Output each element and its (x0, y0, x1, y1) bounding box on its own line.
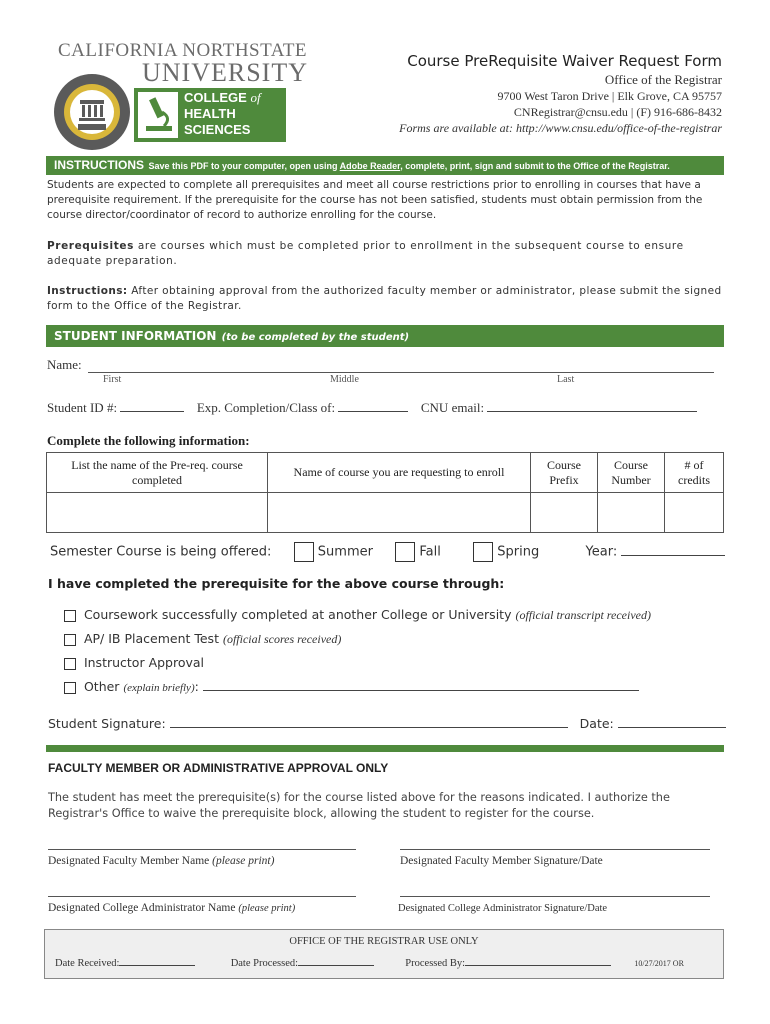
student-info-title: STUDENT INFORMATION (54, 329, 217, 343)
coursework-note: (official transcript received) (515, 608, 651, 622)
faculty-text: The student has meet the prerequisite(s) for the course listed above for the reasons indicated. I authorize the Registrar's Office to waive the prerequisite block, allowing the student to register for the course. (48, 791, 670, 820)
admin-signature-line[interactable] (400, 896, 710, 897)
col-course-number: Course Number (598, 453, 665, 493)
form-title: Course PreRequisite Waiver Request Form (407, 52, 722, 70)
date-processed-field[interactable] (298, 965, 374, 966)
processed-by-field[interactable] (465, 965, 611, 966)
col-requested-course: Name of course you are requesting to enroll (268, 453, 531, 493)
other-explain-field[interactable] (203, 690, 639, 691)
course-prefix-cell[interactable] (531, 493, 598, 533)
office-use-row (55, 958, 684, 969)
office-name: Office of the Registrar (604, 72, 722, 87)
exp-completion-label: Exp. Completion/Class of: (196, 400, 336, 415)
summer-checkbox[interactable] (294, 542, 314, 562)
faculty-name-line[interactable] (48, 849, 356, 850)
college-line1: COLLEGE (184, 90, 247, 105)
logo-title-line1: CALIFORNIA NORTHSTATE (58, 40, 308, 61)
name-label: Name: (47, 357, 82, 372)
prerequisites-text: are courses which must be completed prior to enrollment in the subsequent course to ensure adequate preparation. (47, 240, 684, 267)
ap-ib-note: (official scores received) (222, 632, 342, 646)
logo-title-line2: UNIVERSITY (142, 58, 308, 87)
college-line2: HEALTH (184, 106, 236, 121)
admin-signature-label: Designated College Administrator Signature/Date (398, 903, 608, 914)
credits-cell[interactable] (665, 493, 724, 533)
option-other: Other (explain briefly): (64, 679, 639, 694)
student-signature-label: Student Signature: (48, 716, 166, 731)
student-date-label: Date: (579, 716, 614, 731)
option-coursework (64, 607, 651, 623)
instructions-bar (46, 156, 724, 175)
fall-checkbox[interactable] (395, 542, 415, 562)
other-label: Other (83, 679, 120, 694)
complete-heading: Complete the following information: (47, 433, 250, 448)
ap-ib-label: AP/ IB Placement Test (83, 631, 219, 646)
first-label: First (103, 374, 122, 385)
office-use-box (44, 929, 724, 979)
other-checkbox[interactable] (64, 682, 76, 694)
spring-checkbox[interactable] (473, 542, 493, 562)
university-logo (50, 40, 308, 145)
instructions-label: Instructions: (47, 285, 128, 297)
option-instructor (64, 655, 204, 670)
instructions-title: INSTRUCTIONS (54, 158, 144, 172)
prerequisites-label: Prerequisites (47, 240, 134, 252)
admin-name-label: Designated College Administrator Name (please print) (48, 902, 296, 914)
fall-label: Fall (419, 544, 441, 560)
college-of: of (250, 90, 261, 105)
semester-row (50, 542, 725, 562)
admin-name-line[interactable] (48, 896, 356, 897)
name-input-line[interactable] (88, 372, 714, 373)
student-id-row (47, 400, 697, 416)
microscope-icon (138, 92, 178, 138)
processed-by-label: Processed By: (405, 958, 466, 969)
exp-completion-field[interactable] (338, 411, 408, 412)
instructions-text-after: , complete, print, sign and submit to the Office of the Registrar. (400, 161, 670, 171)
instructor-label: Instructor Approval (83, 655, 205, 670)
col-credits: # of credits (665, 453, 724, 493)
student-id-label: Student ID #: (47, 400, 118, 415)
section-divider (46, 745, 724, 752)
option-ap-ib (64, 631, 341, 647)
faculty-signature-label: Designated Faculty Member Signature/Date (400, 855, 603, 867)
middle-label: Middle (330, 374, 359, 385)
student-signature-row (48, 716, 726, 731)
spring-label: Spring (497, 544, 540, 560)
instructor-checkbox[interactable] (64, 658, 76, 670)
intro-paragraph: Students are expected to complete all prerequisites and meet all course restrictions prior to enrolling in courses that have a prerequisite requirement. If the prerequisite for the course has not been satisfied, students must obtain permission from the course director/coordinator of record to authorize enrolling for the course. (47, 179, 703, 221)
faculty-name-label: Designated Faculty Member Name (please print) (48, 855, 275, 867)
instructions-body: After obtaining approval from the authorized faculty member or administrator, please submit the signed form to the Office of the Registrar. (47, 285, 722, 312)
student-info-sub: (to be completed by the student) (221, 332, 410, 343)
student-signature-field[interactable] (170, 727, 568, 728)
date-received-field[interactable] (119, 965, 195, 966)
instructions-paragraph (47, 284, 727, 314)
office-use-title: OFFICE OF THE REGISTRAR USE ONLY (289, 936, 479, 947)
table-header-row (47, 453, 724, 493)
col-course-prefix: Course Prefix (531, 453, 598, 493)
version-label: 10/27/2017 OR (634, 959, 684, 968)
forms-url[interactable]: Forms are available at: http://www.cnsu.edu/office-of-the-registrar (399, 121, 722, 135)
year-field[interactable] (621, 555, 725, 556)
college-line3: SCIENCES (184, 122, 251, 137)
course-table (46, 452, 724, 533)
adobe-reader-link[interactable]: Adobe Reader (339, 161, 401, 171)
last-label: Last (557, 374, 575, 385)
summer-label: Summer (317, 544, 373, 560)
cnu-email-label: CNU email: (420, 400, 485, 415)
date-processed-label: Date Processed: (230, 958, 299, 969)
office-contact: CNRegistrar@cnsu.edu | (F) 916-686-8432 (513, 105, 722, 119)
other-note: (explain briefly) (123, 682, 195, 694)
student-info-bar (46, 325, 724, 347)
course-number-cell[interactable] (598, 493, 665, 533)
year-label: Year: (585, 544, 618, 560)
date-received-label: Date Received: (55, 958, 120, 969)
student-id-field[interactable] (120, 411, 184, 412)
faculty-signature-line[interactable] (400, 849, 710, 850)
student-date-field[interactable] (618, 727, 726, 728)
semester-label: Semester Course is being offered: (50, 544, 272, 560)
prerequisites-paragraph (47, 239, 727, 269)
office-address: 9700 West Taron Drive | Elk Grove, CA 95757 (497, 89, 722, 103)
table-row (47, 493, 724, 533)
col-prereq-course: List the name of the Pre-req. course completed (47, 453, 268, 493)
ap-ib-checkbox[interactable] (64, 634, 76, 646)
college-badge (134, 88, 286, 142)
coursework-checkbox[interactable] (64, 610, 76, 622)
cnu-email-field[interactable] (487, 411, 697, 412)
coursework-label: Coursework successfully completed at another College or University (83, 607, 512, 622)
instructions-text-before: Save this PDF to your computer, open using (148, 161, 340, 171)
through-heading: I have completed the prerequisite for the above course through: (48, 576, 505, 591)
faculty-heading: FACULTY MEMBER OR ADMINISTRATIVE APPROVAL ONLY (48, 761, 389, 775)
requested-course-cell[interactable] (268, 493, 531, 533)
university-seal-icon (52, 72, 132, 152)
prereq-course-cell[interactable] (47, 493, 268, 533)
